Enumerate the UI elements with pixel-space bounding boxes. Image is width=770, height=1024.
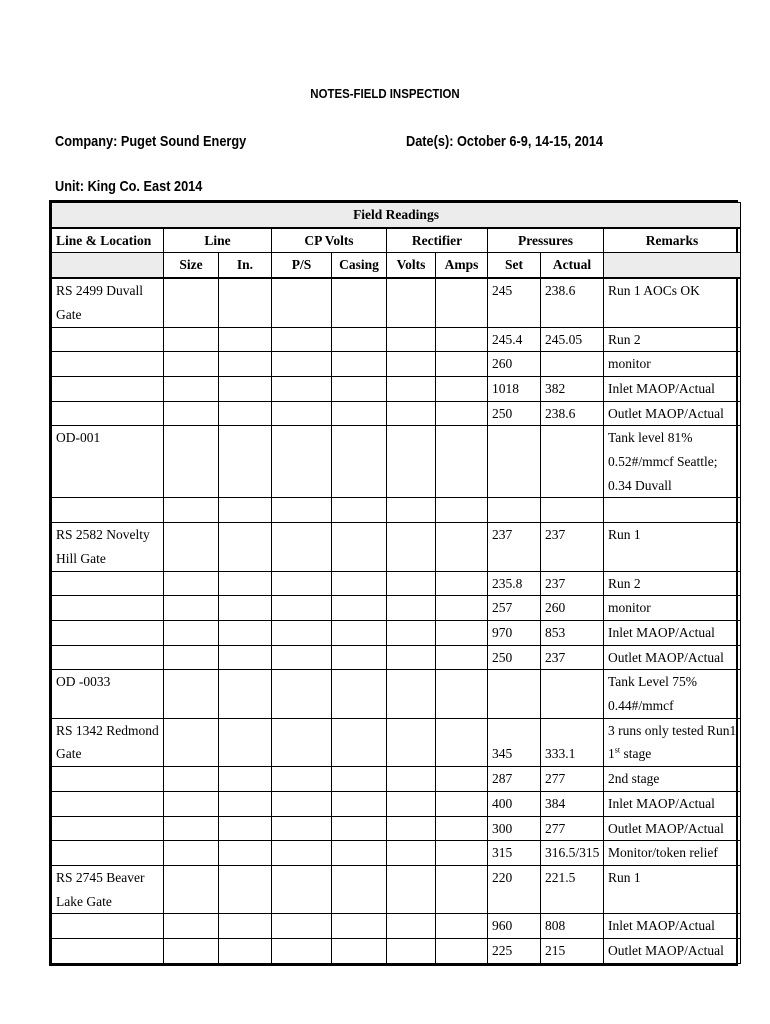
page-title: NOTES-FIELD INSPECTION [310, 86, 460, 101]
cell-casing [332, 767, 387, 792]
cell-size [164, 767, 219, 792]
cell-in [219, 327, 272, 352]
cell-volts [387, 523, 436, 571]
cell-line-location [52, 841, 164, 866]
cell-volts [387, 426, 436, 498]
col-remarks: Remarks [604, 228, 741, 253]
cell-remarks: Outlet MAOP/Actual [604, 645, 741, 670]
cell-casing [332, 718, 387, 766]
cell-actual: 316.5/315 [541, 841, 604, 866]
cell-line-location: OD -0033 [52, 670, 164, 718]
cell-in [219, 523, 272, 571]
cell-volts [387, 791, 436, 816]
cell-line-location [52, 327, 164, 352]
cell-actual: 237 [541, 571, 604, 596]
cell-ps [272, 791, 332, 816]
cell-in [219, 278, 272, 327]
cell-ps [272, 278, 332, 327]
cell-set: 220 [488, 865, 541, 913]
cell-in [219, 718, 272, 766]
table-row [52, 376, 741, 401]
cell-amps [436, 791, 488, 816]
cell-size [164, 791, 219, 816]
cell-ps [272, 865, 332, 913]
cell-ps [272, 376, 332, 401]
cell-actual: 277 [541, 767, 604, 792]
cell-set: 970 [488, 620, 541, 645]
cell-amps [436, 523, 488, 571]
cell-actual [541, 498, 604, 523]
cell-casing [332, 865, 387, 913]
cell-size [164, 376, 219, 401]
cell-size [164, 718, 219, 766]
cell-line-location [52, 376, 164, 401]
cell-remarks: monitor [604, 352, 741, 377]
cell-size [164, 670, 219, 718]
cell-ps [272, 352, 332, 377]
cell-remarks [604, 498, 741, 523]
cell-volts [387, 376, 436, 401]
cell-volts [387, 841, 436, 866]
cell-actual: 215 [541, 939, 604, 964]
cell-set: 225 [488, 939, 541, 964]
cell-line-location: RS 2499 Duvall Gate [52, 278, 164, 327]
table-row [52, 939, 741, 964]
cell-size [164, 498, 219, 523]
cell-remarks: 2nd stage [604, 767, 741, 792]
cell-remarks: Monitor/token relief [604, 841, 741, 866]
cell-size [164, 327, 219, 352]
cell-set [488, 498, 541, 523]
dates-label: Date(s): October 6-9, 14-15, 2014 [406, 133, 604, 150]
table-row [52, 523, 741, 571]
cell-casing [332, 327, 387, 352]
cell-set: 400 [488, 791, 541, 816]
table-row [52, 865, 741, 913]
cell-volts [387, 571, 436, 596]
cell-volts [387, 596, 436, 621]
cell-volts [387, 327, 436, 352]
cell-size [164, 620, 219, 645]
cell-actual: 384 [541, 791, 604, 816]
cell-size [164, 841, 219, 866]
cell-casing [332, 523, 387, 571]
cell-amps [436, 278, 488, 327]
cell-casing [332, 352, 387, 377]
table-row [52, 767, 741, 792]
cell-remarks: monitor [604, 596, 741, 621]
cell-actual: 277 [541, 816, 604, 841]
cell-casing [332, 401, 387, 426]
cell-actual [541, 352, 604, 377]
cell-in [219, 376, 272, 401]
cell-casing [332, 939, 387, 964]
cell-line-location [52, 767, 164, 792]
cell-casing [332, 816, 387, 841]
cell-set: 250 [488, 401, 541, 426]
cell-set: 245 [488, 278, 541, 327]
cell-set: 300 [488, 816, 541, 841]
cell-in [219, 791, 272, 816]
cell-line-location [52, 596, 164, 621]
cell-size [164, 645, 219, 670]
cell-line-location [52, 791, 164, 816]
cell-volts [387, 816, 436, 841]
cell-in [219, 426, 272, 498]
cell-line-location: RS 1342 Redmond Gate [52, 718, 164, 766]
cell-in [219, 939, 272, 964]
subheader-blank-remarks [604, 253, 741, 278]
cell-size [164, 278, 219, 327]
cell-amps [436, 841, 488, 866]
company-label: Company: Puget Sound Energy [55, 133, 247, 150]
table-body [52, 203, 741, 964]
cell-line-location [52, 401, 164, 426]
cell-in [219, 498, 272, 523]
cell-casing [332, 278, 387, 327]
cell-actual [541, 670, 604, 718]
cell-casing [332, 670, 387, 718]
cell-line-location [52, 571, 164, 596]
cell-volts [387, 401, 436, 426]
cell-casing [332, 596, 387, 621]
cell-line-location [52, 620, 164, 645]
table-row [52, 352, 741, 377]
cell-remarks: Run 1 AOCs OK [604, 278, 741, 327]
cell-amps [436, 596, 488, 621]
cell-set: 260 [488, 352, 541, 377]
cell-in [219, 645, 272, 670]
cell-size [164, 401, 219, 426]
cell-actual: 237 [541, 645, 604, 670]
cell-remarks: Outlet MAOP/Actual [604, 939, 741, 964]
cell-volts [387, 498, 436, 523]
cell-amps [436, 914, 488, 939]
cell-actual: 238.6 [541, 401, 604, 426]
cell-actual: 333.1 [541, 718, 604, 766]
cell-amps [436, 401, 488, 426]
table-row [52, 816, 741, 841]
table-row [52, 596, 741, 621]
cell-amps [436, 865, 488, 913]
cell-volts [387, 767, 436, 792]
cell-set: 245.4 [488, 327, 541, 352]
cell-line-location: RS 2745 Beaver Lake Gate [52, 865, 164, 913]
cell-remarks: Inlet MAOP/Actual [604, 376, 741, 401]
cell-volts [387, 620, 436, 645]
cell-remarks: Tank Level 75% 0.44#/mmcf [604, 670, 741, 718]
table-row [52, 571, 741, 596]
cell-amps [436, 571, 488, 596]
cell-amps [436, 352, 488, 377]
field-readings-table [49, 200, 738, 966]
cell-set: 237 [488, 523, 541, 571]
cell-remarks: Outlet MAOP/Actual [604, 816, 741, 841]
col-casing: Casing [332, 253, 387, 278]
cell-in [219, 767, 272, 792]
cell-line-location [52, 352, 164, 377]
cell-set: 1018 [488, 376, 541, 401]
cell-amps [436, 645, 488, 670]
cell-ps [272, 645, 332, 670]
unit-label: Unit: King Co. East 2014 [55, 178, 203, 195]
cell-in [219, 670, 272, 718]
table-row [52, 718, 741, 766]
cell-ps [272, 523, 332, 571]
cell-casing [332, 620, 387, 645]
cell-actual: 382 [541, 376, 604, 401]
cell-actual: 237 [541, 523, 604, 571]
cell-volts [387, 670, 436, 718]
cell-set: 315 [488, 841, 541, 866]
cell-casing [332, 841, 387, 866]
cell-amps [436, 376, 488, 401]
cell-ps [272, 327, 332, 352]
cell-line-location [52, 645, 164, 670]
cell-ps [272, 841, 332, 866]
cell-line-location [52, 498, 164, 523]
cell-remarks: Outlet MAOP/Actual [604, 401, 741, 426]
cell-actual: 808 [541, 914, 604, 939]
cell-line-location [52, 914, 164, 939]
cell-remarks: Inlet MAOP/Actual [604, 791, 741, 816]
cell-ps [272, 571, 332, 596]
cell-ps [272, 670, 332, 718]
subheader-blank [52, 253, 164, 278]
cell-size [164, 352, 219, 377]
cell-actual: 221.5 [541, 865, 604, 913]
cell-in [219, 865, 272, 913]
cell-line-location: OD-001 [52, 426, 164, 498]
cell-amps [436, 620, 488, 645]
cell-volts [387, 865, 436, 913]
cell-casing [332, 914, 387, 939]
cell-volts [387, 914, 436, 939]
cell-size [164, 865, 219, 913]
cell-casing [332, 498, 387, 523]
col-size: Size [164, 253, 219, 278]
cell-ps [272, 596, 332, 621]
cell-size [164, 914, 219, 939]
cell-casing [332, 376, 387, 401]
table-row [52, 841, 741, 866]
cell-remarks: 3 runs only tested Run1 1st stage [604, 718, 741, 766]
col-line: Line [164, 228, 272, 253]
col-amps: Amps [436, 253, 488, 278]
cell-remarks: Inlet MAOP/Actual [604, 914, 741, 939]
cell-casing [332, 571, 387, 596]
cell-actual: 245.05 [541, 327, 604, 352]
col-pressures: Pressures [488, 228, 604, 253]
cell-set: 287 [488, 767, 541, 792]
cell-remarks: Run 2 [604, 327, 741, 352]
table-row [52, 426, 741, 498]
cell-in [219, 571, 272, 596]
cell-ps [272, 426, 332, 498]
table-row [52, 645, 741, 670]
cell-line-location: RS 2582 Novelty Hill Gate [52, 523, 164, 571]
cell-volts [387, 278, 436, 327]
table-row [52, 278, 741, 327]
cell-in [219, 914, 272, 939]
table-row [52, 620, 741, 645]
cell-amps [436, 718, 488, 766]
cell-ps [272, 939, 332, 964]
cell-set: 250 [488, 645, 541, 670]
cell-in [219, 401, 272, 426]
col-actual: Actual [541, 253, 604, 278]
cell-set: 345 [488, 718, 541, 766]
cell-in [219, 620, 272, 645]
cell-casing [332, 426, 387, 498]
col-in: In. [219, 253, 272, 278]
cell-actual: 238.6 [541, 278, 604, 327]
cell-ps [272, 914, 332, 939]
cell-ps [272, 620, 332, 645]
col-line-location: Line & Location [52, 228, 164, 253]
table-row [52, 327, 741, 352]
cell-in [219, 841, 272, 866]
cell-set: 257 [488, 596, 541, 621]
cell-amps [436, 767, 488, 792]
cell-ps [272, 767, 332, 792]
cell-volts [387, 352, 436, 377]
cell-size [164, 816, 219, 841]
cell-size [164, 939, 219, 964]
cell-ps [272, 718, 332, 766]
col-set: Set [488, 253, 541, 278]
cell-casing [332, 645, 387, 670]
cell-remarks: Inlet MAOP/Actual [604, 620, 741, 645]
cell-actual: 853 [541, 620, 604, 645]
cell-ps [272, 816, 332, 841]
cell-remarks: Tank level 81% 0.52#/mmcf Seattle; 0.34 Duvall [604, 426, 741, 498]
table-row [52, 791, 741, 816]
cell-amps [436, 816, 488, 841]
cell-amps [436, 426, 488, 498]
cell-set: 235.8 [488, 571, 541, 596]
col-cp-volts: CP Volts [272, 228, 387, 253]
cell-actual [541, 426, 604, 498]
cell-in [219, 596, 272, 621]
cell-amps [436, 670, 488, 718]
cell-remarks: Run 2 [604, 571, 741, 596]
cell-ps [272, 401, 332, 426]
cell-line-location [52, 816, 164, 841]
table-row [52, 670, 741, 718]
cell-remarks: Run 1 [604, 523, 741, 571]
cell-amps [436, 498, 488, 523]
cell-set: 960 [488, 914, 541, 939]
field-readings-header: Field Readings [52, 203, 741, 228]
cell-volts [387, 939, 436, 964]
cell-size [164, 426, 219, 498]
cell-amps [436, 327, 488, 352]
cell-line-location [52, 939, 164, 964]
cell-in [219, 816, 272, 841]
cell-amps [436, 939, 488, 964]
cell-set [488, 426, 541, 498]
col-volts: Volts [387, 253, 436, 278]
cell-size [164, 596, 219, 621]
table-row [52, 401, 741, 426]
table-row [52, 914, 741, 939]
cell-casing [332, 791, 387, 816]
cell-size [164, 571, 219, 596]
cell-in [219, 352, 272, 377]
col-rectifier: Rectifier [387, 228, 488, 253]
cell-remarks: Run 1 [604, 865, 741, 913]
cell-volts [387, 645, 436, 670]
cell-ps [272, 498, 332, 523]
col-ps: P/S [272, 253, 332, 278]
cell-volts [387, 718, 436, 766]
cell-set [488, 670, 541, 718]
cell-actual: 260 [541, 596, 604, 621]
table-row [52, 498, 741, 523]
cell-size [164, 523, 219, 571]
